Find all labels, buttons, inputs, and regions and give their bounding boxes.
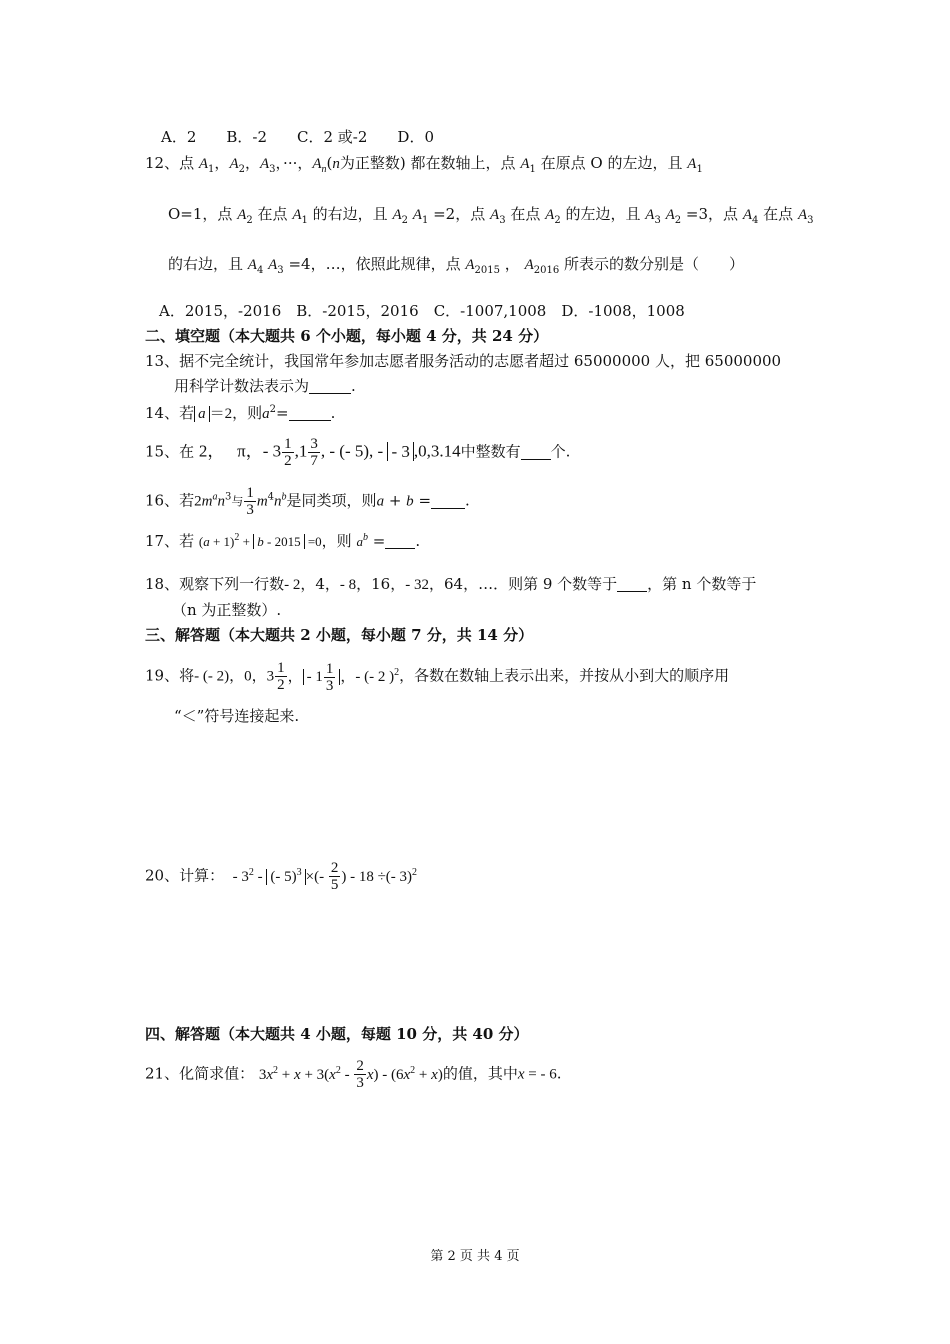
answer-blank: [385, 532, 415, 549]
q16: 16、若$2m^an^3$与 $\frac{1}{3}$ $m^4n^b$是同类项，则a + b = .: [145, 485, 470, 518]
q21: 21、化简求值： $3x^2 + x + 3(x^2$ - $\frac{2}{3}$ $x) - (6x^2 + x)$的值，其中x = - 6.: [145, 1058, 562, 1091]
section-3-heading: 三、解答题（本大题共 2 小题，每小题 7 分，共 14 分）: [145, 626, 534, 644]
q13-line2: 用科学计数法表示为 .: [174, 377, 356, 395]
q14: 14、若 a ＝2，则$a^2=$ .: [145, 404, 336, 422]
page-footer: 第 2 页 共 4 页: [430, 1249, 520, 1264]
answer-blank: [431, 492, 465, 509]
q12-options: A．2015，-2016 B．-2015，2016 C．-1007,1008 D．-1008，1008: [159, 302, 685, 320]
q12-line3: 的右边，且 $A_4$ $A_3 =4$，…，依照此规律，点 $A_{2015}$ ， $A_{2016}$ 所表示的数分别是（ ）: [168, 255, 744, 276]
answer-blank: [289, 404, 331, 421]
q11-options: A．2 B．-2 C．2 或-2 D．0: [161, 128, 434, 146]
section-2-heading: 二、填空题（本大题共 6 个小题，每小题 4 分，共 24 分）: [145, 327, 549, 345]
q12-line2: O=1，点 $A_2$ 在点 $A_1$ 的右边，且 $A_2$ $A_1 =2$，点 $A_3$ 在点 $A_2$ 的左边，且 $A_3$ $A_2 =3$，点 $A_4$ 在点 $A_3$: [168, 205, 814, 226]
q12-line1: 12、点 $A_1$，$A_2$，$A_3$，···，$A_n(n$为正整数) 都在数轴上，点 $A_1$ 在原点 O 的左边，且 $A_1$: [145, 154, 703, 175]
section-4-heading: 四、解答题（本大题共 4 小题，每题 10 分，共 40 分）: [145, 1025, 529, 1043]
answer-blank: [309, 377, 351, 394]
q15: 15、在 2， π，- 3 $\frac{1}{2}$ ,1 $\frac{3}{7}$ , - (- 5), - - 3 ,0,3.14中整数有 个.: [145, 436, 571, 469]
q20: 20、计算： - $3^2$ - (- 5)$^3$ ×(- $\frac{2}{5}$ ) - 18 ÷(- 3)$^2$: [145, 860, 418, 893]
q18-line2: （n 为正整数）.: [172, 601, 282, 619]
q19-line1: 19、将- (- 2)，0，3 $\frac{1}{2}$ ， - 1 $\frac{1}{3}$ ，- (- 2 )$^2$，各数在数轴上表示出来，并按从小到大的顺序用: [145, 660, 730, 694]
q19-line2: “＜”符号连接起来.: [174, 707, 300, 725]
q13-line1: 13、据不完全统计，我国常年参加志愿者服务活动的志愿者超过 65000000 人，把 65000000: [145, 352, 782, 370]
answer-blank: [617, 575, 647, 592]
answer-blank: [521, 443, 551, 460]
q17: 17、若 $(a + 1)^2 + b - 2015 =0$，则 $a^b$ = .: [145, 532, 421, 550]
q18-line1: 18、观察下列一行数- 2，4，- 8，16，- 32，64，…．则第 9 个数等于 ，第 n 个数等于: [145, 575, 757, 593]
